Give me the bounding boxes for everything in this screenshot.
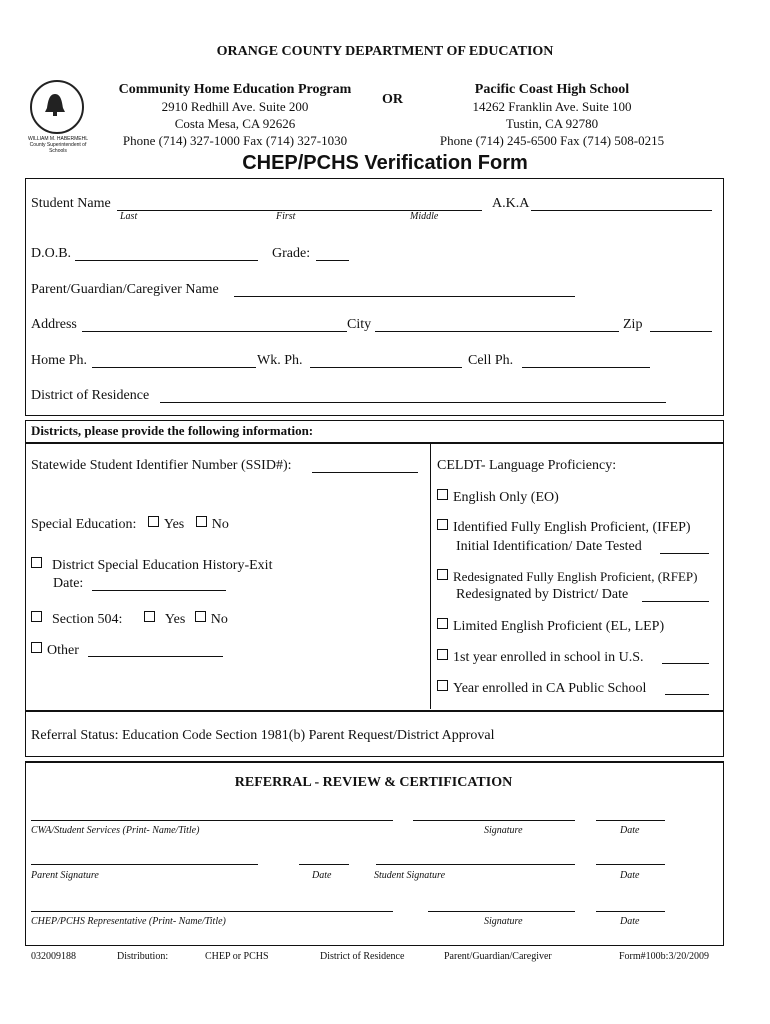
special-ed-no-checkbox[interactable] xyxy=(196,516,207,527)
form-title: CHEP/PCHS Verification Form xyxy=(242,152,528,174)
parent-date-field[interactable] xyxy=(299,864,349,865)
middle-caption: Middle xyxy=(410,211,439,222)
ca-year-field[interactable] xyxy=(665,694,709,695)
first-year-field[interactable] xyxy=(662,663,709,664)
sped-history-checkbox[interactable] xyxy=(31,557,42,568)
special-ed-yes-label: Yes xyxy=(163,517,185,532)
address-field[interactable] xyxy=(82,331,347,332)
rep-signature-caption: Signature xyxy=(484,916,523,927)
zip-label: Zip xyxy=(623,317,643,332)
eo-checkbox[interactable] xyxy=(437,489,448,500)
column-divider xyxy=(430,443,431,709)
logo-caption-2: County Superintendent of Schools xyxy=(29,142,87,154)
celdt-label: CELDT- Language Proficiency: xyxy=(437,458,617,473)
chep-addr2: Costa Mesa, CA 92626 xyxy=(174,116,296,131)
rfep-date-field[interactable] xyxy=(642,601,709,602)
eo-row xyxy=(437,489,559,506)
work-phone-label: Wk. Ph. xyxy=(257,353,303,368)
rfep-date-label: Redesignated by District/ Date xyxy=(456,587,629,602)
ifep-date-label: Initial Identification/ Date Tested xyxy=(456,539,642,554)
parent-name-field[interactable] xyxy=(234,296,575,297)
ifep-checkbox[interactable] xyxy=(437,519,448,530)
eo-label: English Only (EO) xyxy=(453,490,559,505)
distribution-parent: Parent/Guardian/Caregiver xyxy=(444,951,552,962)
chep-name: Community Home Education Program xyxy=(118,82,352,97)
first-year-label: 1st year enrolled in school in U.S. xyxy=(453,650,644,665)
lep-label: Limited English Proficient (EL, LEP) xyxy=(453,619,665,634)
parent-date-caption: Date xyxy=(312,870,332,881)
county-seal-logo xyxy=(22,78,94,154)
other-row xyxy=(31,642,79,659)
chep-address-block xyxy=(100,82,370,149)
rep-caption: CHEP/PCHS Representative (Print- Name/Title) xyxy=(31,916,226,927)
distribution-label: Distribution: xyxy=(117,951,169,962)
student-signature-caption: Student Signature xyxy=(374,870,446,881)
referral-status: Referral Status: Education Code Section 1981(b) Parent Request/District Approval xyxy=(31,728,495,743)
address-label: Address xyxy=(31,317,77,332)
other-field[interactable] xyxy=(88,656,223,657)
ca-year-checkbox[interactable] xyxy=(437,680,448,691)
pchs-addr2: Tustin, CA 92780 xyxy=(505,116,599,131)
sped-exit-date-label: Date: xyxy=(53,576,84,591)
rep-signature-field[interactable] xyxy=(428,911,575,912)
ca-year-row xyxy=(437,680,646,697)
grade-label: Grade: xyxy=(272,246,311,261)
cwa-caption: CWA/Student Services (Print- Name/Title) xyxy=(31,825,200,836)
first-year-row xyxy=(437,649,644,666)
cell-phone-label: Cell Ph. xyxy=(468,353,514,368)
first-caption: First xyxy=(276,211,296,222)
certification-heading: REFERRAL - REVIEW & CERTIFICATION xyxy=(234,775,513,790)
section-504-row xyxy=(31,611,228,628)
rep-date-caption: Date xyxy=(620,916,640,927)
student-signature-field[interactable] xyxy=(376,864,575,865)
form-number: Form#100b:3/20/2009 xyxy=(619,951,710,962)
ssid-field[interactable] xyxy=(312,472,418,473)
home-phone-label: Home Ph. xyxy=(31,353,87,368)
sped-history-row xyxy=(31,557,272,574)
parent-name-label: Parent/Guardian/Caregiver Name xyxy=(31,282,219,297)
student-name-label: Student Name xyxy=(31,196,111,211)
chep-addr1: 2910 Redhill Ave. Suite 200 xyxy=(161,99,309,114)
district-residence-field[interactable] xyxy=(160,402,666,403)
last-caption: Last xyxy=(120,211,138,222)
zip-field[interactable] xyxy=(650,331,712,332)
section-504-checkbox[interactable] xyxy=(31,611,42,622)
parent-signature-caption: Parent Signature xyxy=(31,870,99,881)
special-ed-label: Special Education: xyxy=(31,517,137,532)
sped-exit-date-field[interactable] xyxy=(92,590,226,591)
bell-icon xyxy=(43,92,67,118)
lep-checkbox[interactable] xyxy=(437,618,448,629)
or-label: OR xyxy=(382,92,403,107)
pchs-phone: Phone (714) 245-6500 Fax (714) 508-0215 xyxy=(439,133,665,148)
cwa-signature-caption: Signature xyxy=(484,825,523,836)
special-ed-row xyxy=(31,516,229,533)
special-ed-yes-checkbox[interactable] xyxy=(148,516,159,527)
section-504-no-label: No xyxy=(210,612,228,627)
pchs-name: Pacific Coast High School xyxy=(474,82,630,97)
grade-field[interactable] xyxy=(316,260,349,261)
logo-caption-1: WILLIAM M. HABERMEHL xyxy=(27,136,88,142)
cell-phone-field[interactable] xyxy=(522,367,650,368)
ifep-row xyxy=(437,519,691,536)
district-residence-label: District of Residence xyxy=(31,388,150,403)
special-ed-no-label: No xyxy=(211,517,229,532)
parent-signature-field[interactable] xyxy=(31,864,258,865)
agency-title: ORANGE COUNTY DEPARTMENT OF EDUCATION xyxy=(216,44,554,59)
cwa-signature-field[interactable] xyxy=(413,820,575,821)
student-date-caption: Date xyxy=(620,870,640,881)
section-504-no-checkbox[interactable] xyxy=(195,611,206,622)
sped-history-label: District Special Education History-Exit xyxy=(52,558,273,573)
section-504-yes-checkbox[interactable] xyxy=(144,611,155,622)
distribution-district: District of Residence xyxy=(320,951,405,962)
pchs-addr1: 14262 Franklin Ave. Suite 100 xyxy=(472,99,632,114)
other-checkbox[interactable] xyxy=(31,642,42,653)
aka-field[interactable] xyxy=(531,210,712,211)
home-phone-field[interactable] xyxy=(92,367,256,368)
section-504-yes-label: Yes xyxy=(164,612,186,627)
districts-heading: Districts, please provide the following information: xyxy=(31,423,314,438)
pchs-address-block xyxy=(418,82,686,149)
rfep-checkbox[interactable] xyxy=(437,569,448,580)
dob-field[interactable] xyxy=(75,260,258,261)
section-504-label: Section 504: xyxy=(52,612,123,627)
cwa-name-field[interactable] xyxy=(31,820,393,821)
rep-name-field[interactable] xyxy=(31,911,393,912)
dob-label: D.O.B. xyxy=(31,246,72,261)
city-field[interactable] xyxy=(375,331,619,332)
student-date-field[interactable] xyxy=(596,864,665,865)
ca-year-label: Year enrolled in CA Public School xyxy=(453,681,647,696)
form-code: 032009188 xyxy=(31,951,76,962)
city-label: City xyxy=(347,317,372,332)
aka-label: A.K.A xyxy=(492,196,530,211)
distribution-chep-pchs: CHEP or PCHS xyxy=(205,951,269,962)
rfep-row xyxy=(437,569,697,585)
first-year-checkbox[interactable] xyxy=(437,649,448,660)
rep-date-field[interactable] xyxy=(596,911,665,912)
work-phone-field[interactable] xyxy=(310,367,462,368)
cwa-date-caption: Date xyxy=(620,825,640,836)
cwa-date-field[interactable] xyxy=(596,820,665,821)
other-label: Other xyxy=(47,643,79,658)
chep-phone: Phone (714) 327-1000 Fax (714) 327-1030 xyxy=(122,133,348,148)
lep-row xyxy=(437,618,664,635)
ifep-date-field[interactable] xyxy=(660,553,709,554)
rfep-label: Redesignated Fully English Proficient, (RFEP) xyxy=(453,569,698,584)
ifep-label: Identified Fully English Proficient, (IFEP) xyxy=(453,520,691,535)
ssid-label: Statewide Student Identifier Number (SSID#): xyxy=(31,458,292,473)
